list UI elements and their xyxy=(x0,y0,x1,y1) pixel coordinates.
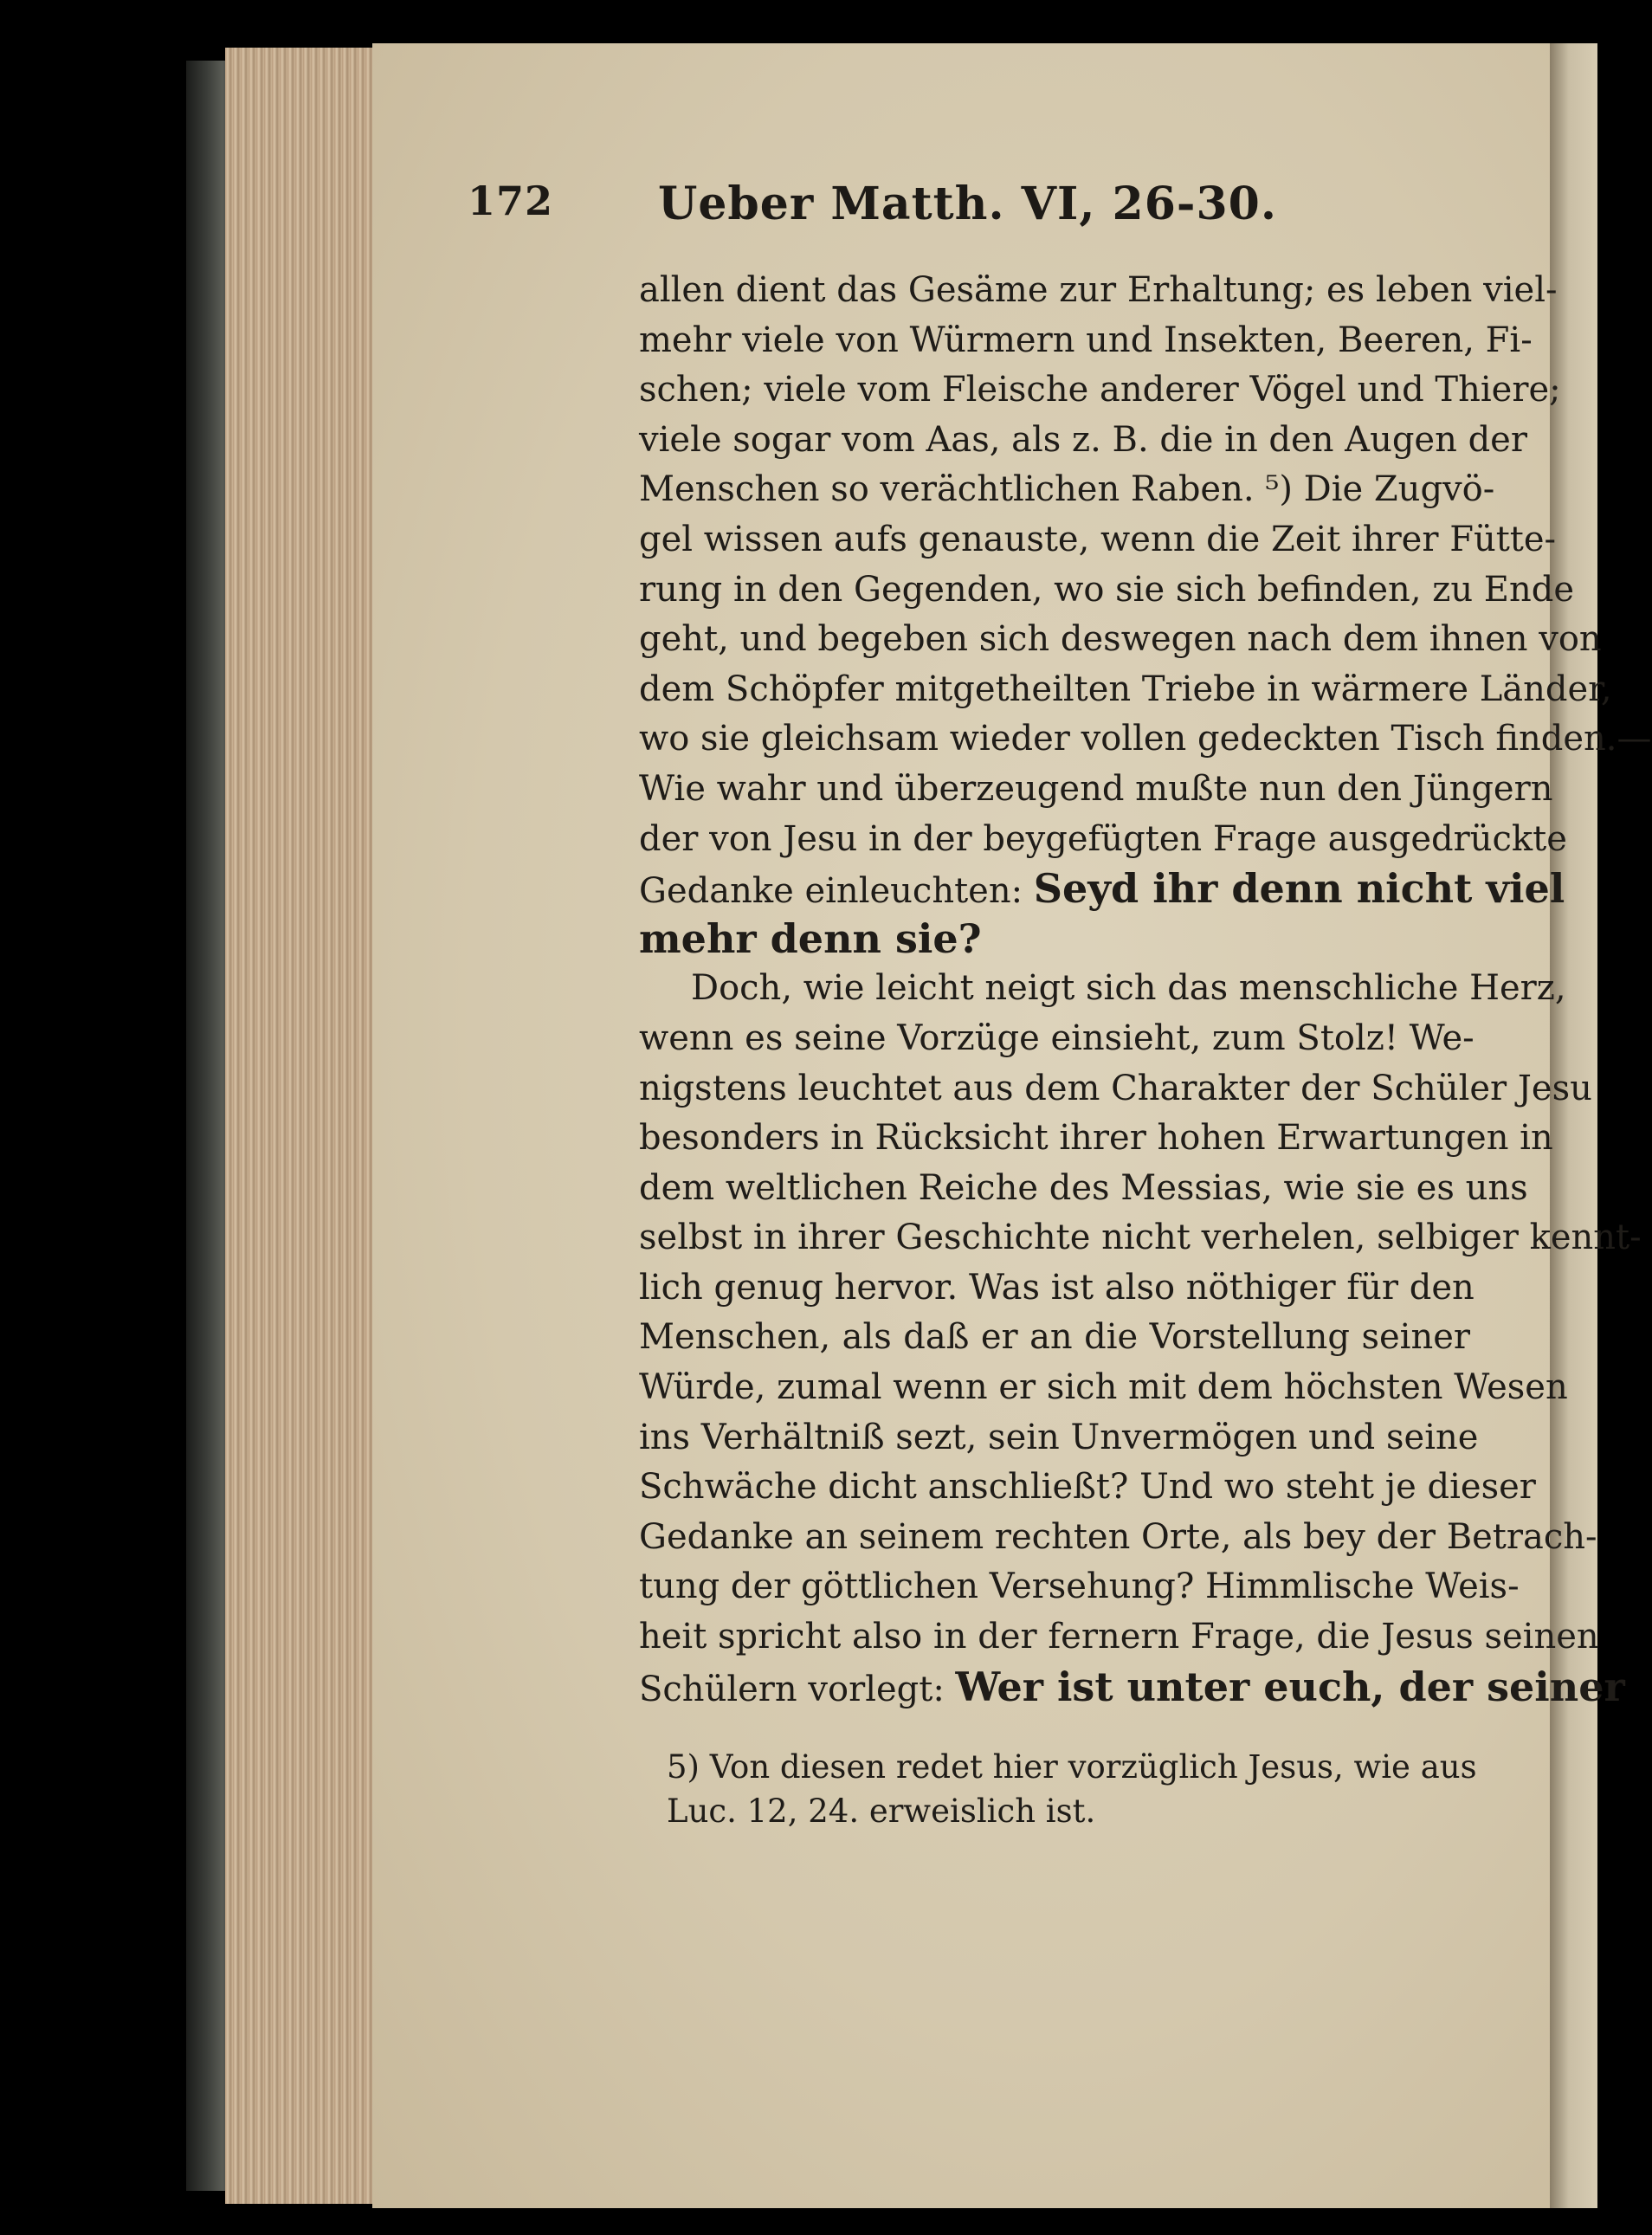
text-line xyxy=(639,864,1565,914)
text-line xyxy=(639,565,1575,616)
footnote-line-text: Luc. 12, 24. erweislich ist. xyxy=(667,1793,1096,1830)
text-line-text: schen; viele vom Fleische anderer Vögel und Thiere; xyxy=(639,370,1561,410)
text-line xyxy=(639,1612,1599,1663)
text-line-text: wenn es seine Vorzüge einsieht, zum Stolz! We- xyxy=(639,1017,1475,1058)
text-line-text: Menschen, als daß er an die Vorstellung seiner xyxy=(639,1317,1470,1358)
text-line xyxy=(639,815,1567,865)
text-line-text: Schülern vorlegt: xyxy=(639,1669,945,1709)
text-line xyxy=(639,1213,1642,1263)
emphasized-text: Seyd ihr denn nicht viel xyxy=(1033,865,1565,913)
text-line-text: besonders in Rücksicht ihrer hohen Erwartungen in xyxy=(639,1118,1553,1159)
text-line-text: geht, und begeben sich deswegen nach dem ihnen von xyxy=(639,619,1602,660)
footnote-line xyxy=(667,1789,1468,1833)
text-line-text: Würde, zumal wenn er sich mit dem höchsten Wesen xyxy=(639,1367,1568,1408)
text-line-text: wo sie gleichsam wieder vollen gedeckten Tisch finden.— xyxy=(639,719,1652,759)
text-line-text: Wie wahr und überzeugend mußte nun den Jüngern xyxy=(639,768,1553,809)
text-line-text: selbst in ihrer Geschichte nicht verhelen, selbiger kennt- xyxy=(639,1218,1642,1258)
text-line xyxy=(639,1014,1475,1064)
text-line xyxy=(639,266,1558,316)
body-text xyxy=(639,266,1652,1712)
text-line xyxy=(639,1363,1568,1413)
text-line xyxy=(639,316,1533,366)
text-line-text: Menschen so verächtlichen Raben. ⁵) Die Zugvö- xyxy=(639,469,1495,510)
text-line-text: Gedanke an seinem rechten Orte, als bey der Betrach- xyxy=(639,1516,1597,1557)
text-line xyxy=(639,714,1652,765)
text-line xyxy=(639,1263,1475,1314)
page-edges xyxy=(225,48,377,2204)
text-line-text: nigstens leuchtet aus dem Charakter der Schüler Jesu xyxy=(639,1068,1592,1108)
text-line-text: dem Schöpfer mitgetheilten Triebe in wärmere Länder, xyxy=(639,669,1612,709)
text-line-text: heit spricht also in der fernern Frage, die Jesus seinen xyxy=(639,1617,1599,1657)
text-line-text: rung in den Gegenden, wo sie sich befinden, zu Ende xyxy=(639,569,1575,610)
text-line xyxy=(639,465,1495,515)
footnote-line xyxy=(667,1745,1477,1789)
text-line-text: allen dient das Gesäme zur Erhaltung; es leben viel- xyxy=(639,270,1558,310)
page-number: 172 xyxy=(468,178,554,224)
text-line xyxy=(639,914,1470,965)
text-line xyxy=(639,416,1527,466)
text-line xyxy=(639,1513,1597,1563)
footnote-line-text: 5) Von diesen redet hier vorzüglich Jesus, wie aus xyxy=(667,1748,1477,1786)
text-line-text: dem weltlichen Reiche des Messias, wie sie es uns xyxy=(639,1167,1528,1208)
text-line-text: gel wissen aufs genauste, wenn die Zeit ihrer Fütte- xyxy=(639,519,1557,559)
text-line-text: Gedanke einleuchten: xyxy=(639,871,1023,912)
text-line xyxy=(639,964,1566,1014)
text-line xyxy=(639,1114,1553,1164)
text-line xyxy=(639,1463,1536,1513)
text-line-text: der von Jesu in der beygefügten Frage ausgedrückte xyxy=(639,818,1567,859)
text-line xyxy=(639,515,1557,565)
text-line-text: Doch, wie leicht neigt sich das menschliche Herz, xyxy=(691,968,1566,1009)
text-line xyxy=(639,365,1561,416)
emphasized-text: mehr denn sie? xyxy=(639,914,982,962)
text-line xyxy=(639,765,1553,815)
text-line-text: ins Verhältniß sezt, sein Unvermögen und seine xyxy=(639,1417,1479,1457)
text-line xyxy=(639,1313,1470,1363)
text-line xyxy=(639,1413,1479,1463)
running-title: Ueber Matth. VI, 26-30. xyxy=(658,178,1277,230)
page-header xyxy=(468,178,1316,238)
text-line xyxy=(639,665,1612,715)
text-line xyxy=(639,1064,1592,1114)
footnote xyxy=(667,1745,1477,1833)
emphasized-text: Wer ist unter euch, der seiner xyxy=(955,1663,1625,1710)
text-line-text: lich genug hervor. Was ist also nöthiger für den xyxy=(639,1267,1475,1308)
text-line-text: tung der göttlichen Versehung? Himmlische Weis- xyxy=(639,1566,1520,1607)
facing-page-edge xyxy=(1550,43,1597,2208)
text-line xyxy=(639,1164,1528,1214)
text-line-text: mehr viele von Würmern und Insekten, Beeren, Fi- xyxy=(639,320,1533,360)
text-line xyxy=(639,1663,1625,1713)
text-line-text: viele sogar vom Aas, als z. B. die in den Augen der xyxy=(639,419,1527,460)
text-line xyxy=(639,615,1602,665)
text-line-text: Schwäche dicht anschließt? Und wo steht je dieser xyxy=(639,1467,1536,1508)
text-line xyxy=(639,1562,1520,1612)
